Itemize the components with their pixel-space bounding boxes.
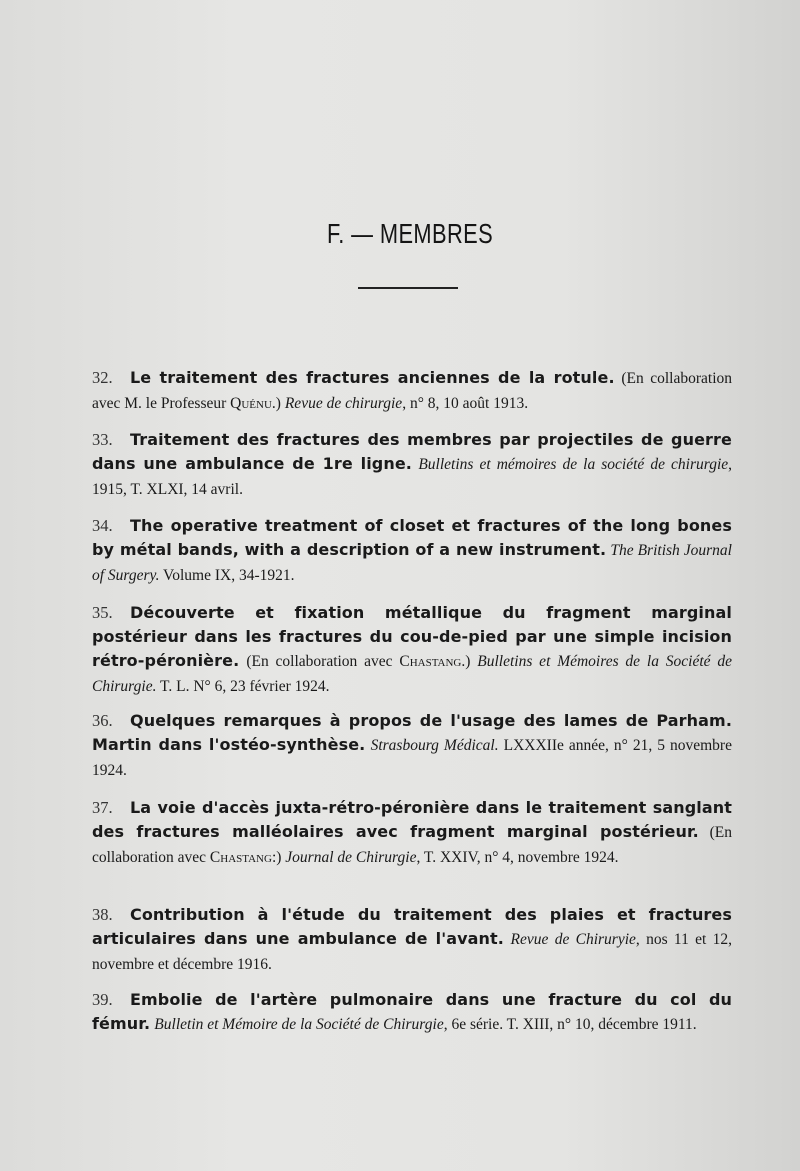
entry-journal: Strasbourg Médical. — [370, 737, 499, 754]
entry-journal: Bulletins et mémoires de la société de chirurgie — [418, 456, 729, 473]
entry-number: 36. — [92, 711, 113, 730]
entry-details: T. L. N° 6, 23 février 1924. — [156, 678, 330, 695]
entry-number: 37. — [92, 798, 113, 817]
entry-title: Contribution à l'étude du traitement des plaies et fractures articulaires dans une ambulance de l'avant. — [92, 905, 732, 948]
bibliography-entry-39 — [92, 988, 732, 1037]
entry-details: , nos 11 et 12, novembre et décembre 1916. — [92, 931, 733, 973]
entry-journal: Bulletin et Mémoire de la Société de Chirurgie — [154, 1016, 444, 1033]
entry-journal: The British Journal of Surgery. — [92, 542, 732, 584]
entry-details: LXXXIIe année, n° 21, 5 novembre 1924. — [92, 737, 732, 779]
bibliography-entry-36 — [92, 709, 732, 783]
entry-number: 35. — [92, 603, 113, 622]
bibliography-entry-37 — [92, 796, 732, 870]
entry-details: , 6e série. T. XIII, n° 10, décembre 1911. — [443, 1016, 697, 1033]
entry-title: Embolie de l'artère pulmonaire dans une fracture du col du fémur. — [92, 990, 732, 1033]
entry-note: (En collaboration avec — [246, 653, 400, 670]
title-rule — [358, 287, 458, 289]
entry-number: 34. — [92, 516, 113, 535]
entry-details: , n° 8, 10 août 1913. — [402, 395, 529, 412]
entry-number: 32. — [92, 368, 113, 387]
entry-title: Quelques remarques à propos de l'usage des lames de Parham. Martin dans l'ostéo-synthèse. — [92, 711, 732, 754]
entry-number: 39. — [92, 990, 113, 1009]
entry-title: The operative treatment of closet et fractures of the long bones by métal bands, with a description of a new instrument. — [92, 516, 732, 559]
entry-details: , T. XXIV, n° 4, novembre 1924. — [416, 849, 619, 866]
entry-journal: Revue de Chiruryie — [510, 931, 636, 948]
entry-title: Découverte et fixation métallique du fragment marginal postérieur dans les fractures du cou-de-pied par une simple incision rétro-péronière. — [92, 603, 732, 670]
entry-author: Chastang — [399, 653, 462, 670]
entry-number: 33. — [92, 430, 113, 449]
bibliography-entry-33 — [92, 428, 732, 502]
bibliography-entry-34 — [92, 514, 732, 588]
entry-number: 38. — [92, 905, 113, 924]
entry-author: Chastang — [209, 849, 272, 866]
entry-title: La voie d'accès juxta-rétro-péronière dans le traitement sanglant des fractures malléolaires avec fragment marginal postérieur. — [92, 798, 732, 841]
entry-journal: Journal de Chirurgie — [285, 849, 417, 866]
entry-note: (En collaboration avec M. le Professeur — [92, 370, 733, 412]
entry-title: Le traitement des fractures anciennes de la rotule. — [130, 368, 615, 387]
entry-details: Volume IX, 34-1921. — [159, 567, 295, 584]
entry-note-end: .) — [271, 395, 285, 412]
entry-journal: Bulletins et Mémoires de la Société de Chirurgie. — [92, 653, 732, 695]
bibliography-entry-35 — [92, 601, 732, 699]
entry-note-end: :) — [271, 849, 286, 866]
entry-details: , 1915, T. XLXI, 14 avril. — [92, 456, 733, 498]
entry-author: Quénu — [230, 395, 272, 412]
entry-journal: Revue de chirurgie — [284, 395, 403, 412]
entry-note-end: .) — [461, 653, 478, 670]
section-title: F. — MEMBRES — [326, 218, 494, 249]
bibliography-entry-32 — [92, 366, 732, 416]
entry-note: (En collaboration avec — [92, 824, 733, 866]
entry-title: Traitement des fractures des membres par projectiles de guerre dans une ambulance de 1re ligne. — [92, 430, 732, 473]
bibliography-entry-38 — [92, 903, 732, 977]
